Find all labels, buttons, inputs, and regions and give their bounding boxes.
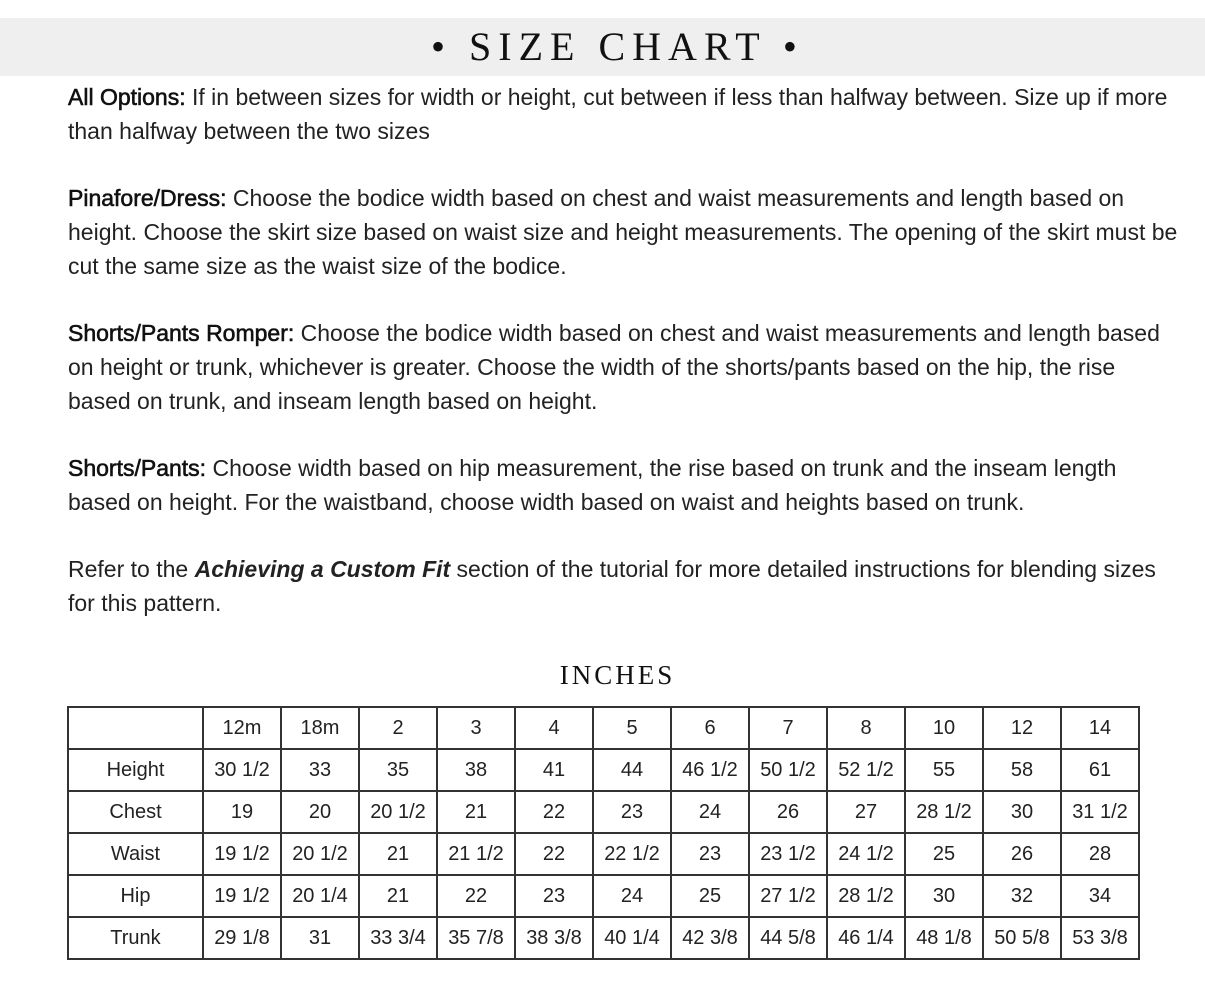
table-cell: 20 1/2	[359, 791, 437, 833]
size-header-row	[68, 707, 1139, 749]
size-header: 12	[983, 707, 1061, 749]
table-body	[68, 749, 1139, 959]
corner-cell	[68, 707, 203, 749]
table-cell: 27 1/2	[749, 875, 827, 917]
table-cell: 19 1/2	[203, 875, 281, 917]
instruction-all-options	[68, 80, 1178, 148]
table-cell: 38	[437, 749, 515, 791]
instruction-label: Shorts/Pants Romper:	[68, 320, 295, 346]
table-row	[68, 833, 1139, 875]
table-cell: 50 5/8	[983, 917, 1061, 959]
refer-note	[68, 552, 1178, 620]
table-cell: 55	[905, 749, 983, 791]
instruction-label: All Options:	[68, 84, 186, 110]
table-cell: 24	[593, 875, 671, 917]
refer-emphasis: Achieving a Custom Fit	[194, 556, 451, 582]
table-cell: 25	[671, 875, 749, 917]
instruction-label: Pinafore/Dress:	[68, 185, 227, 211]
table-cell: 46 1/2	[671, 749, 749, 791]
table-cell: 33	[281, 749, 359, 791]
table-cell: 53 3/8	[1061, 917, 1139, 959]
size-header: 2	[359, 707, 437, 749]
size-header: 5	[593, 707, 671, 749]
refer-suffix: section of the tutorial for more detailed instructions for blending sizes for this pattern.	[68, 556, 1156, 616]
table-cell: 19	[203, 791, 281, 833]
size-header: 10	[905, 707, 983, 749]
table-cell: 20 1/2	[281, 833, 359, 875]
table-cell: 27	[827, 791, 905, 833]
table-cell: 28 1/2	[827, 875, 905, 917]
row-label: Trunk	[68, 917, 203, 959]
row-label: Chest	[68, 791, 203, 833]
table-cell: 31 1/2	[1061, 791, 1139, 833]
size-header: 3	[437, 707, 515, 749]
table-cell: 22	[515, 791, 593, 833]
table-cell: 23	[671, 833, 749, 875]
size-header: 18m	[281, 707, 359, 749]
table-cell: 33 3/4	[359, 917, 437, 959]
instruction-text: Choose the bodice width based on chest and waist measurements and length based on height or trunk, whichever is greater. Choose the width of the shorts/pants based on the hip, the rise based on trunk, and inseam length based on height.	[68, 320, 1160, 414]
table-cell: 50 1/2	[749, 749, 827, 791]
table-cell: 24	[671, 791, 749, 833]
table-cell: 30	[983, 791, 1061, 833]
size-header: 14	[1061, 707, 1139, 749]
size-header: 4	[515, 707, 593, 749]
table-cell: 35 7/8	[437, 917, 515, 959]
table-cell: 25	[905, 833, 983, 875]
table-cell: 40 1/4	[593, 917, 671, 959]
row-label: Hip	[68, 875, 203, 917]
row-label: Waist	[68, 833, 203, 875]
table-cell: 20 1/4	[281, 875, 359, 917]
table-cell: 21	[359, 875, 437, 917]
size-header: 7	[749, 707, 827, 749]
instruction-shorts-pants-romper	[68, 316, 1178, 418]
table-cell: 28	[1061, 833, 1139, 875]
table-cell: 32	[983, 875, 1061, 917]
table-caption: INCHES	[559, 660, 676, 690]
table-cell: 22	[437, 875, 515, 917]
table-cell: 26	[983, 833, 1061, 875]
size-chart-table	[67, 706, 1140, 960]
table-cell: 58	[983, 749, 1061, 791]
size-header: 12m	[203, 707, 281, 749]
instructions	[68, 80, 1178, 653]
instruction-text: If in between sizes for width or height, cut between if less than halfway between. Size up if more than halfway between the two sizes	[68, 84, 1168, 144]
table-cell: 23	[593, 791, 671, 833]
table-cell: 28 1/2	[905, 791, 983, 833]
table-cell: 42 3/8	[671, 917, 749, 959]
table-cell: 61	[1061, 749, 1139, 791]
refer-prefix: Refer to the	[68, 556, 195, 582]
table-cell: 24 1/2	[827, 833, 905, 875]
size-header: 8	[827, 707, 905, 749]
table-cell: 22 1/2	[593, 833, 671, 875]
table-cell: 23	[515, 875, 593, 917]
table-row	[68, 917, 1139, 959]
table-cell: 44 5/8	[749, 917, 827, 959]
table-cell: 21 1/2	[437, 833, 515, 875]
table-row	[68, 749, 1139, 791]
instruction-pinafore-dress	[68, 181, 1178, 283]
instruction-label: Shorts/Pants:	[68, 455, 207, 481]
table-cell: 23 1/2	[749, 833, 827, 875]
instruction-text: Choose width based on hip measurement, the rise based on trunk and the inseam length based on height. For the waistband, choose width based on waist and heights based on trunk.	[68, 455, 1117, 515]
table-cell: 30 1/2	[203, 749, 281, 791]
table-cell: 52 1/2	[827, 749, 905, 791]
table-cell: 21	[437, 791, 515, 833]
table-cell: 26	[749, 791, 827, 833]
table-cell: 35	[359, 749, 437, 791]
table-cell: 34	[1061, 875, 1139, 917]
table-cell: 46 1/4	[827, 917, 905, 959]
table-cell: 20	[281, 791, 359, 833]
instruction-text: Choose the bodice width based on chest and waist measurements and length based on height. Choose the skirt size based on waist size and height measurements. The opening of the skirt must be cut the same size as the waist size of the bodice.	[68, 185, 1178, 279]
table-cell: 38 3/8	[515, 917, 593, 959]
table-cell: 44	[593, 749, 671, 791]
table-cell: 41	[515, 749, 593, 791]
table-cell: 48 1/8	[905, 917, 983, 959]
page-title: • SIZE CHART •	[431, 24, 804, 69]
table-row	[68, 791, 1139, 833]
table-cell: 19 1/2	[203, 833, 281, 875]
table-cell: 22	[515, 833, 593, 875]
row-label: Height	[68, 749, 203, 791]
table-cell: 30	[905, 875, 983, 917]
table-cell: 29 1/8	[203, 917, 281, 959]
table-cell: 21	[359, 833, 437, 875]
table-row	[68, 875, 1139, 917]
instruction-shorts-pants	[68, 451, 1178, 519]
size-header: 6	[671, 707, 749, 749]
table-cell: 31	[281, 917, 359, 959]
